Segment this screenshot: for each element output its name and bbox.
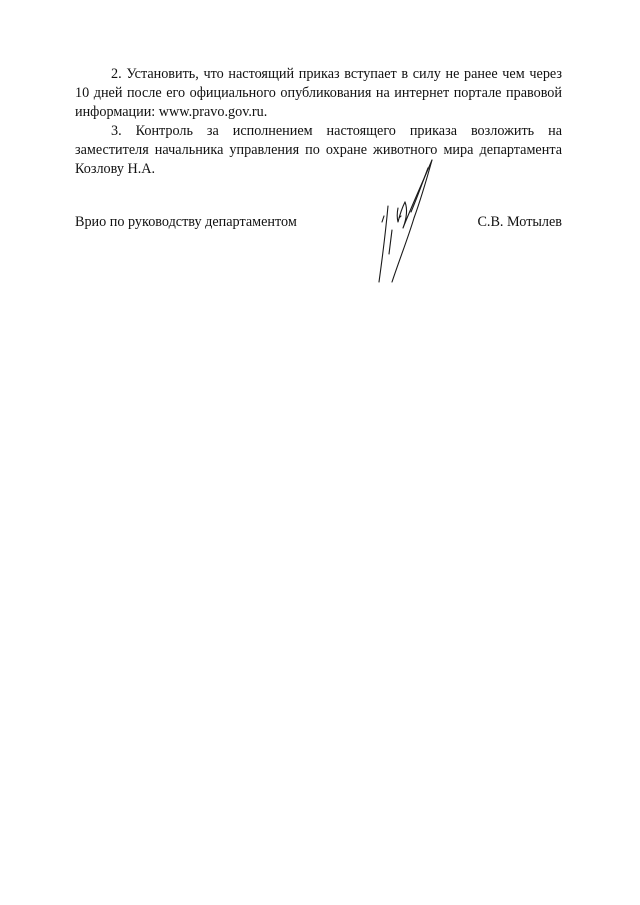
handwritten-signature <box>370 158 440 286</box>
paragraph-3: 3. Контроль за исполнением настоящего приказа возложить на заместителя начальника управления по охране животного мира департамента Козлову Н.А. <box>75 123 562 177</box>
document-body <box>75 65 562 179</box>
signatory-name: С.В. Мотылев <box>477 214 562 230</box>
paragraph-2: 2. Установить, что настоящий приказ вступает в силу не ранее чем через 10 дней после его официального опубликования на интернет портале правовой информации: www.pravo.gov.ru. <box>75 66 562 120</box>
signatory-title: Врио по руководству департаментом <box>75 214 297 230</box>
signature-block <box>75 213 562 233</box>
